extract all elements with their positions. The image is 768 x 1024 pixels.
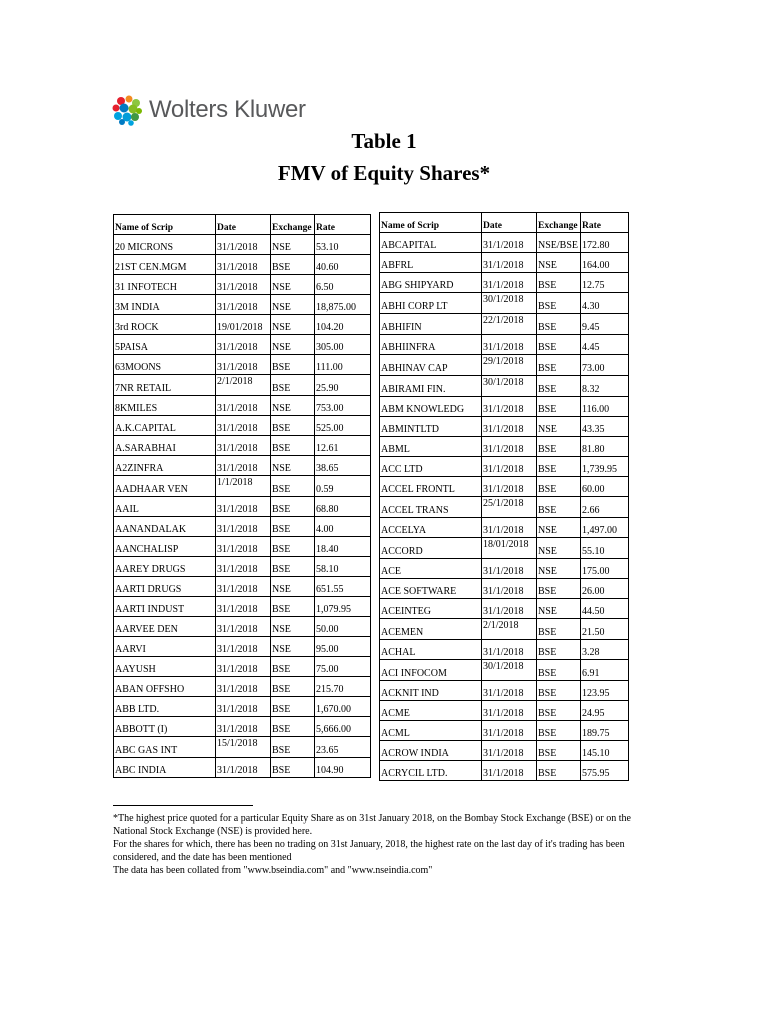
scrip-name-cell: ABHIFIN	[380, 314, 482, 335]
date-cell: 31/1/2018	[216, 295, 271, 315]
exchange-cell: BSE	[271, 517, 315, 537]
exchange-cell: BSE	[537, 437, 581, 457]
table-row	[380, 761, 629, 781]
footnotes	[113, 812, 633, 877]
scrip-name-cell: AAREY DRUGS	[114, 557, 216, 577]
scrip-name-cell: ACCEL FRONTL	[380, 477, 482, 497]
exchange-cell: BSE	[537, 619, 581, 640]
exchange-cell: BSE	[271, 476, 315, 497]
rate-cell: 58.10	[315, 557, 371, 577]
date-cell: 30/1/2018	[482, 660, 537, 681]
table-row	[380, 397, 629, 417]
wolters-kluwer-logo	[111, 93, 306, 127]
table-row	[380, 293, 629, 314]
scrip-name-cell: AANANDALAK	[114, 517, 216, 537]
footnote-3: The data has been collated from "www.bseindia.com" and "www.nseindia.com"	[113, 865, 433, 876]
scrip-name-cell: ACCORD	[380, 538, 482, 559]
date-cell: 31/1/2018	[216, 717, 271, 737]
footnote-2: For the shares for which, there has been no trading on 31st January, 2018, the highest rate on the last day of it's trading has been considered, and the date has been mentioned	[113, 839, 625, 863]
exchange-cell: BSE	[271, 717, 315, 737]
table-row	[380, 640, 629, 660]
scrip-name-cell: 8KMILES	[114, 396, 216, 416]
table-row	[114, 497, 371, 517]
date-cell: 31/1/2018	[216, 758, 271, 778]
exchange-cell: BSE	[271, 537, 315, 557]
scrip-name-cell: ACCELYA	[380, 518, 482, 538]
date-cell: 31/1/2018	[216, 677, 271, 697]
scrip-name-cell: ABHIINFRA	[380, 335, 482, 355]
rate-cell: 4.45	[581, 335, 629, 355]
rate-cell: 1,670.00	[315, 697, 371, 717]
table-row	[114, 295, 371, 315]
table-row	[114, 537, 371, 557]
date-cell: 31/1/2018	[482, 579, 537, 599]
date-cell: 31/1/2018	[482, 559, 537, 579]
exchange-cell: BSE	[537, 355, 581, 376]
date-cell: 31/1/2018	[482, 417, 537, 437]
exchange-cell: BSE	[537, 293, 581, 314]
rate-cell: 172.80	[581, 233, 629, 253]
exchange-cell: NSE	[271, 295, 315, 315]
exchange-cell: BSE	[537, 477, 581, 497]
rate-cell: 8.32	[581, 376, 629, 397]
table-row	[380, 273, 629, 293]
exchange-cell: NSE	[537, 559, 581, 579]
rate-cell: 95.00	[315, 637, 371, 657]
scrip-name-cell: ACML	[380, 721, 482, 741]
rate-cell: 1,497.00	[581, 518, 629, 538]
table-row	[114, 677, 371, 697]
exchange-cell: BSE	[537, 660, 581, 681]
table-header-row	[114, 215, 371, 235]
date-cell: 31/1/2018	[482, 273, 537, 293]
table-row	[380, 660, 629, 681]
scrip-name-cell: 3rd ROCK	[114, 315, 216, 335]
scrip-name-cell: ABHINAV CAP	[380, 355, 482, 376]
scrip-name-cell: ABHI CORP LT	[380, 293, 482, 314]
table-row	[380, 701, 629, 721]
date-cell: 31/1/2018	[216, 396, 271, 416]
scrip-name-cell: ACEMEN	[380, 619, 482, 640]
table-row	[380, 477, 629, 497]
exchange-cell: BSE	[537, 701, 581, 721]
exchange-cell: BSE	[271, 355, 315, 375]
exchange-cell: BSE	[537, 497, 581, 518]
scrip-name-cell: AAIL	[114, 497, 216, 517]
date-cell: 31/1/2018	[216, 537, 271, 557]
exchange-cell: BSE	[537, 273, 581, 293]
rate-cell: 5,666.00	[315, 717, 371, 737]
date-cell: 1/1/2018	[216, 476, 271, 497]
footnote-1: *The highest price quoted for a particular Equity Share as on 31st January 2018, on the Bombay Stock Exchange (BSE) or on the National Stock Exchange (NSE) is provided here.	[113, 813, 631, 837]
rate-cell: 104.20	[315, 315, 371, 335]
table-row	[380, 619, 629, 640]
exchange-cell: NSE	[271, 315, 315, 335]
table-row	[114, 275, 371, 295]
table-row	[380, 497, 629, 518]
exchange-cell: BSE	[271, 737, 315, 758]
date-cell: 15/1/2018	[216, 737, 271, 758]
header-name-of-scrip: Name of Scrip	[380, 213, 482, 233]
rate-cell: 40.60	[315, 255, 371, 275]
exchange-cell: NSE	[537, 417, 581, 437]
logo-text: Wolters Kluwer	[149, 96, 306, 123]
date-cell: 30/1/2018	[482, 293, 537, 314]
rate-cell: 25.90	[315, 375, 371, 396]
scrip-name-cell: ACCEL TRANS	[380, 497, 482, 518]
table-row	[380, 376, 629, 397]
date-cell: 31/1/2018	[216, 617, 271, 637]
table-row	[380, 518, 629, 538]
exchange-cell: BSE	[537, 640, 581, 660]
scrip-name-cell: AARVEE DEN	[114, 617, 216, 637]
table-row	[114, 557, 371, 577]
rate-cell: 55.10	[581, 538, 629, 559]
exchange-cell: NSE	[271, 235, 315, 255]
date-cell: 19/01/2018	[216, 315, 271, 335]
date-cell: 29/1/2018	[482, 355, 537, 376]
date-cell: 31/1/2018	[482, 761, 537, 781]
rate-cell: 104.90	[315, 758, 371, 778]
table-row	[380, 599, 629, 619]
table-row	[380, 437, 629, 457]
exchange-cell: BSE	[271, 657, 315, 677]
exchange-cell: NSE	[271, 335, 315, 355]
exchange-cell: BSE	[537, 314, 581, 335]
table-number-title: Table 1	[351, 129, 417, 153]
date-cell: 31/1/2018	[482, 599, 537, 619]
exchange-cell: BSE	[271, 597, 315, 617]
table-row	[114, 235, 371, 255]
table-row	[114, 717, 371, 737]
scrip-name-cell: ACEINTEG	[380, 599, 482, 619]
table-row	[380, 417, 629, 437]
header-date: Date	[216, 215, 271, 235]
scrip-name-cell: ABC GAS INT	[114, 737, 216, 758]
rate-cell: 123.95	[581, 681, 629, 701]
exchange-cell: NSE	[271, 617, 315, 637]
rate-cell: 9.45	[581, 314, 629, 335]
scrip-name-cell: ABG SHIPYARD	[380, 273, 482, 293]
table-row	[114, 637, 371, 657]
header-name-of-scrip: Name of Scrip	[114, 215, 216, 235]
table-row	[380, 233, 629, 253]
rate-cell: 1,739.95	[581, 457, 629, 477]
date-cell: 31/1/2018	[482, 397, 537, 417]
globe-logo-icon	[111, 94, 143, 126]
rate-cell: 116.00	[581, 397, 629, 417]
exchange-cell: BSE	[537, 376, 581, 397]
scrip-name-cell: ACROW INDIA	[380, 741, 482, 761]
scrip-name-cell: 3M INDIA	[114, 295, 216, 315]
date-cell: 31/1/2018	[482, 701, 537, 721]
table-row	[114, 396, 371, 416]
rate-cell: 18.40	[315, 537, 371, 557]
scrip-name-cell: ACI INFOCOM	[380, 660, 482, 681]
date-cell: 31/1/2018	[216, 557, 271, 577]
rate-cell: 24.95	[581, 701, 629, 721]
rate-cell: 75.00	[315, 657, 371, 677]
table-row	[380, 355, 629, 376]
date-cell: 31/1/2018	[216, 335, 271, 355]
scrip-name-cell: 31 INFOTECH	[114, 275, 216, 295]
rate-cell: 68.80	[315, 497, 371, 517]
date-cell: 31/1/2018	[216, 577, 271, 597]
scrip-name-cell: AAYUSH	[114, 657, 216, 677]
date-cell: 31/1/2018	[216, 456, 271, 476]
exchange-cell: BSE	[537, 579, 581, 599]
rate-cell: 12.75	[581, 273, 629, 293]
date-cell: 31/1/2018	[216, 436, 271, 456]
rate-cell: 4.30	[581, 293, 629, 314]
date-cell: 31/1/2018	[482, 741, 537, 761]
rate-cell: 111.00	[315, 355, 371, 375]
rate-cell: 305.00	[315, 335, 371, 355]
footnote-rule	[113, 805, 253, 806]
table-title: FMV of Equity Shares*	[277, 161, 491, 185]
date-cell: 31/1/2018	[482, 518, 537, 538]
scrip-name-cell: ACHAL	[380, 640, 482, 660]
table-row	[380, 335, 629, 355]
exchange-cell: NSE	[271, 456, 315, 476]
rate-cell: 73.00	[581, 355, 629, 376]
rate-cell: 43.35	[581, 417, 629, 437]
table-row	[114, 255, 371, 275]
rate-cell: 2.66	[581, 497, 629, 518]
scrip-name-cell: 21ST CEN.MGM	[114, 255, 216, 275]
table-row	[114, 517, 371, 537]
exchange-cell: NSE	[537, 253, 581, 273]
table-row	[380, 253, 629, 273]
header-exchange: Exchange	[537, 213, 581, 233]
scrip-name-cell: ACRYCIL LTD.	[380, 761, 482, 781]
exchange-cell: NSE	[537, 518, 581, 538]
header-rate: Rate	[581, 213, 629, 233]
rate-cell: 651.55	[315, 577, 371, 597]
scrip-name-cell: ABIRAMI FIN.	[380, 376, 482, 397]
date-cell: 31/1/2018	[216, 497, 271, 517]
table-row	[114, 375, 371, 396]
table-row	[380, 579, 629, 599]
exchange-cell: NSE	[271, 637, 315, 657]
rate-cell: 21.50	[581, 619, 629, 640]
table-row	[114, 737, 371, 758]
equity-table-left	[113, 214, 371, 778]
exchange-cell: NSE/BSE	[537, 233, 581, 253]
table-row	[380, 741, 629, 761]
rate-cell: 53.10	[315, 235, 371, 255]
scrip-name-cell: 5PAISA	[114, 335, 216, 355]
rate-cell: 525.00	[315, 416, 371, 436]
scrip-name-cell: AADHAAR VEN	[114, 476, 216, 497]
scrip-name-cell: ABML	[380, 437, 482, 457]
table-header-row	[380, 213, 629, 233]
table-row	[114, 355, 371, 375]
exchange-cell: BSE	[271, 557, 315, 577]
date-cell: 22/1/2018	[482, 314, 537, 335]
scrip-name-cell: ABAN OFFSHO	[114, 677, 216, 697]
scrip-name-cell: ACME	[380, 701, 482, 721]
rate-cell: 175.00	[581, 559, 629, 579]
date-cell: 31/1/2018	[482, 253, 537, 273]
rate-cell: 164.00	[581, 253, 629, 273]
rate-cell: 215.70	[315, 677, 371, 697]
table-row	[380, 559, 629, 579]
date-cell: 31/1/2018	[482, 437, 537, 457]
rate-cell: 0.59	[315, 476, 371, 497]
table-row	[114, 577, 371, 597]
date-cell: 31/1/2018	[216, 275, 271, 295]
exchange-cell: BSE	[271, 436, 315, 456]
table-row	[380, 681, 629, 701]
table-row	[114, 416, 371, 436]
rate-cell: 4.00	[315, 517, 371, 537]
exchange-cell: NSE	[271, 396, 315, 416]
scrip-name-cell: ABC INDIA	[114, 758, 216, 778]
rate-cell: 18,875.00	[315, 295, 371, 315]
exchange-cell: BSE	[537, 397, 581, 417]
scrip-name-cell: ABBOTT (I)	[114, 717, 216, 737]
date-cell: 31/1/2018	[482, 681, 537, 701]
scrip-name-cell: A2ZINFRA	[114, 456, 216, 476]
date-cell: 30/1/2018	[482, 376, 537, 397]
exchange-cell: BSE	[271, 497, 315, 517]
scrip-name-cell: ACC LTD	[380, 457, 482, 477]
date-cell: 18/01/2018	[482, 538, 537, 559]
date-cell: 2/1/2018	[482, 619, 537, 640]
date-cell: 31/1/2018	[482, 335, 537, 355]
table-row	[380, 721, 629, 741]
scrip-name-cell: ACE	[380, 559, 482, 579]
rate-cell: 60.00	[581, 477, 629, 497]
exchange-cell: NSE	[271, 577, 315, 597]
rate-cell: 12.61	[315, 436, 371, 456]
exchange-cell: BSE	[537, 457, 581, 477]
exchange-cell: BSE	[271, 255, 315, 275]
rate-cell: 26.00	[581, 579, 629, 599]
scrip-name-cell: ACKNIT IND	[380, 681, 482, 701]
date-cell: 31/1/2018	[216, 697, 271, 717]
exchange-cell: BSE	[537, 721, 581, 741]
exchange-cell: NSE	[537, 599, 581, 619]
date-cell: 31/1/2018	[482, 457, 537, 477]
scrip-name-cell: AARVI	[114, 637, 216, 657]
rate-cell: 44.50	[581, 599, 629, 619]
rate-cell: 1,079.95	[315, 597, 371, 617]
table-row	[114, 476, 371, 497]
exchange-cell: BSE	[271, 416, 315, 436]
date-cell: 31/1/2018	[216, 637, 271, 657]
table-row	[114, 436, 371, 456]
scrip-name-cell: 20 MICRONS	[114, 235, 216, 255]
rate-cell: 3.28	[581, 640, 629, 660]
exchange-cell: BSE	[537, 761, 581, 781]
rate-cell: 81.80	[581, 437, 629, 457]
date-cell: 31/1/2018	[216, 235, 271, 255]
date-cell: 2/1/2018	[216, 375, 271, 396]
scrip-name-cell: A.K.CAPITAL	[114, 416, 216, 436]
table-row	[114, 617, 371, 637]
date-cell: 31/1/2018	[482, 233, 537, 253]
rate-cell: 189.75	[581, 721, 629, 741]
scrip-name-cell: ABB LTD.	[114, 697, 216, 717]
rate-cell: 575.95	[581, 761, 629, 781]
scrip-name-cell: A.SARABHAI	[114, 436, 216, 456]
rate-cell: 50.00	[315, 617, 371, 637]
scrip-name-cell: 63MOONS	[114, 355, 216, 375]
date-cell: 31/1/2018	[482, 477, 537, 497]
table-row	[114, 597, 371, 617]
table-row	[380, 538, 629, 559]
date-cell: 31/1/2018	[482, 721, 537, 741]
rate-cell: 6.50	[315, 275, 371, 295]
scrip-name-cell: ABMINTLTD	[380, 417, 482, 437]
rate-cell: 145.10	[581, 741, 629, 761]
table-row	[380, 457, 629, 477]
scrip-name-cell: ABFRL	[380, 253, 482, 273]
table-row	[114, 697, 371, 717]
rate-cell: 38.65	[315, 456, 371, 476]
rate-cell: 23.65	[315, 737, 371, 758]
date-cell: 31/1/2018	[216, 416, 271, 436]
scrip-name-cell: AARTI INDUST	[114, 597, 216, 617]
date-cell: 31/1/2018	[216, 597, 271, 617]
exchange-cell: BSE	[271, 697, 315, 717]
scrip-name-cell: AARTI DRUGS	[114, 577, 216, 597]
scrip-name-cell: ABM KNOWLEDG	[380, 397, 482, 417]
date-cell: 31/1/2018	[216, 255, 271, 275]
scrip-name-cell: 7NR RETAIL	[114, 375, 216, 396]
scrip-name-cell: ABCAPITAL	[380, 233, 482, 253]
table-row	[114, 657, 371, 677]
date-cell: 31/1/2018	[216, 517, 271, 537]
exchange-cell: NSE	[537, 538, 581, 559]
exchange-cell: BSE	[271, 677, 315, 697]
rate-cell: 6.91	[581, 660, 629, 681]
table-row	[380, 314, 629, 335]
header-date: Date	[482, 213, 537, 233]
table-row	[114, 758, 371, 778]
date-cell: 25/1/2018	[482, 497, 537, 518]
header-rate: Rate	[315, 215, 371, 235]
exchange-cell: BSE	[537, 681, 581, 701]
exchange-cell: BSE	[537, 741, 581, 761]
date-cell: 31/1/2018	[216, 355, 271, 375]
table-row	[114, 315, 371, 335]
header-exchange: Exchange	[271, 215, 315, 235]
date-cell: 31/1/2018	[216, 657, 271, 677]
rate-cell: 753.00	[315, 396, 371, 416]
exchange-cell: BSE	[271, 375, 315, 396]
exchange-cell: NSE	[271, 275, 315, 295]
exchange-cell: BSE	[537, 335, 581, 355]
equity-table-right	[379, 212, 629, 781]
scrip-name-cell: AANCHALISP	[114, 537, 216, 557]
exchange-cell: BSE	[271, 758, 315, 778]
table-row	[114, 335, 371, 355]
scrip-name-cell: ACE SOFTWARE	[380, 579, 482, 599]
date-cell: 31/1/2018	[482, 640, 537, 660]
table-row	[114, 456, 371, 476]
